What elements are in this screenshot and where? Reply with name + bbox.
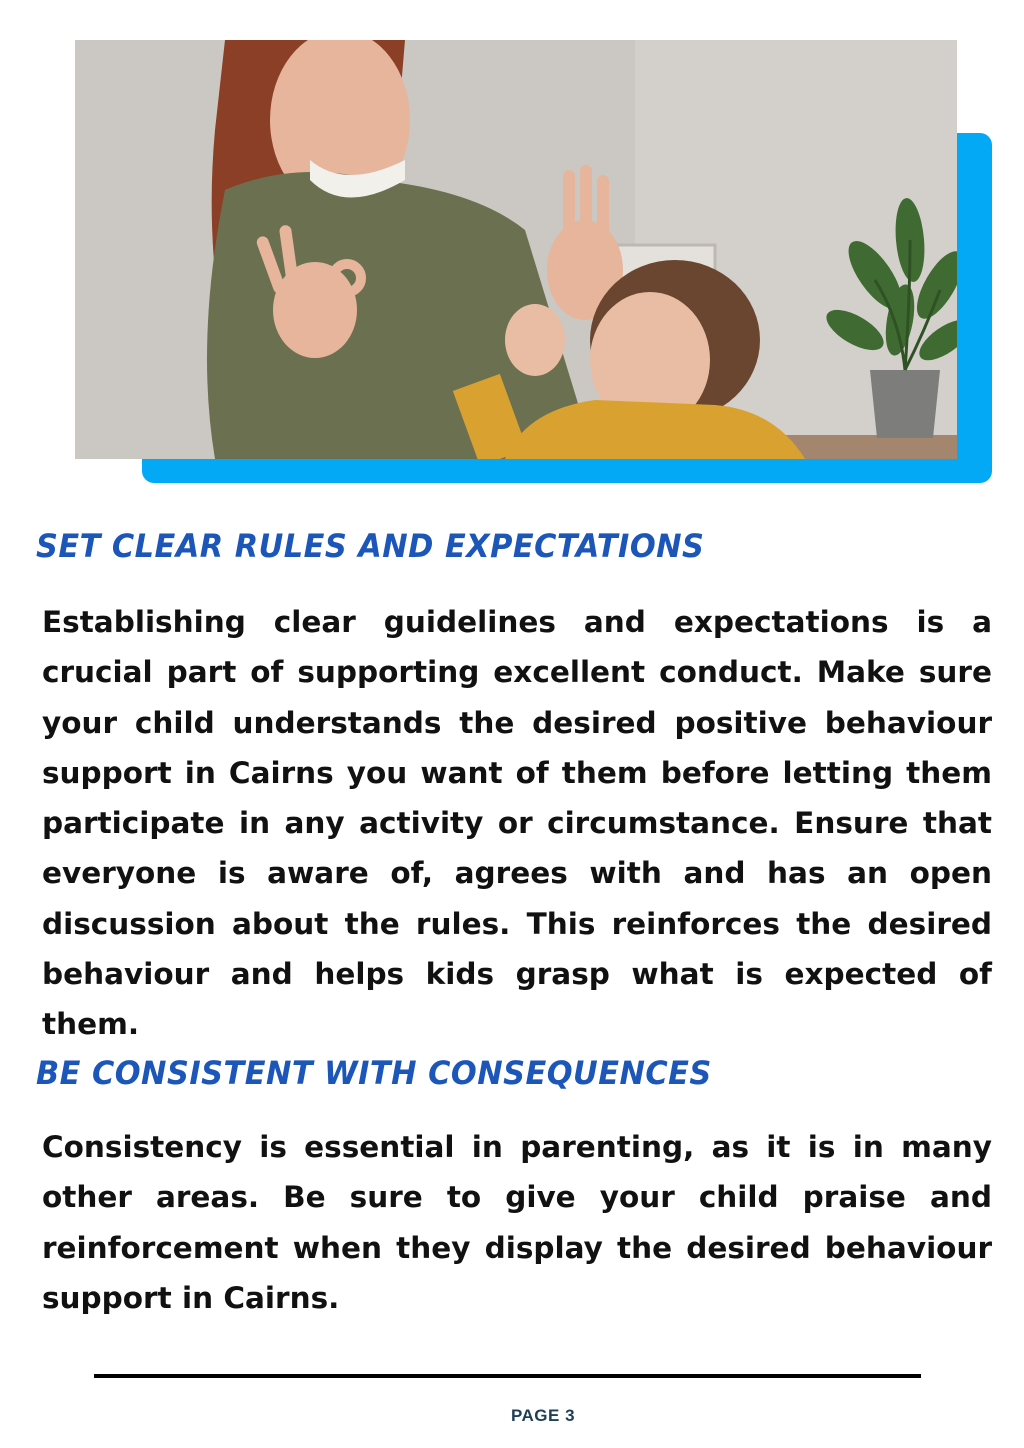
section-heading-consequences: BE CONSISTENT WITH CONSEQUENCES — [36, 1054, 712, 1092]
page-number: PAGE 3 — [510, 1406, 576, 1425]
hero-photo — [75, 40, 957, 459]
section-body-consequences: Consistency is essential in parenting, as it is in many other areas. Be sure to give your child praise and reinforcement when they display the desired behaviour support in Cairns. — [42, 1130, 992, 1315]
hero-photo-illustration — [75, 40, 957, 459]
section-body-rules: Establishing clear guidelines and expectations is a crucial part of supporting excellent conduct. Make sure your child understands the desired positive behaviour support in Cairns you want of them before letting them participate in any activity or circumstance. Ensure that everyone is aware of, agrees with and has an open discussion about the rules. This reinforces the desired behaviour and helps kids grasp what is expected of them. — [42, 605, 992, 1042]
footer-divider — [94, 1374, 921, 1378]
section-heading-rules: SET CLEAR RULES AND EXPECTATIONS — [36, 527, 705, 565]
